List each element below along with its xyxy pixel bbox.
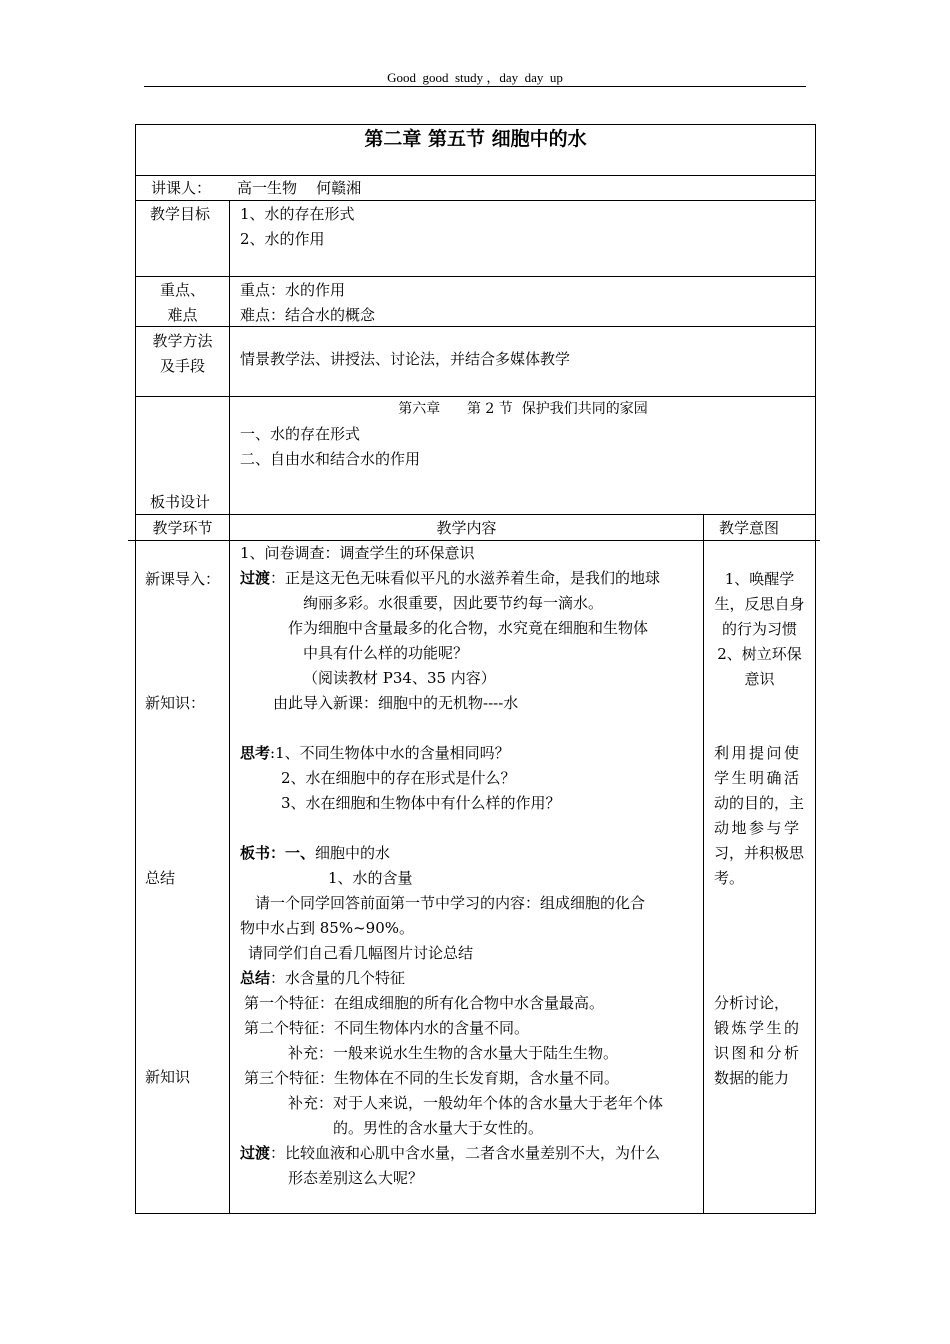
content-line: 形态差别这么大呢？ [288, 1169, 424, 1187]
content-line [240, 566, 660, 591]
content-text: :1、不同生物体中水的含量相同吗？ [270, 744, 510, 762]
board-label: 板书设计 [150, 493, 211, 511]
content-line: 1、水的含量 [328, 869, 413, 887]
content-line: 作为细胞中含量最多的化合物，水究竟在细胞和生物体 [288, 619, 649, 637]
page-title: 第二章 第五节 细胞中的水 [364, 128, 587, 150]
stage-label: 新课导入： [145, 570, 221, 588]
content-line: 的。男性的含水量大于女性的。 [333, 1119, 544, 1137]
intent-line: 2、树立环保 [717, 645, 802, 663]
methods-label: 教学方法 [152, 332, 213, 350]
content-line: 补充：一般来说水生生物的含水量大于陆生生物。 [288, 1044, 619, 1062]
keypoints-label: 重点、 [159, 281, 205, 299]
content-line [240, 741, 510, 766]
intent-line: 锻炼学生的 [714, 1019, 802, 1037]
stage-label: 新知识 [145, 1068, 191, 1086]
content-line [240, 841, 390, 866]
content-keyword: 过渡 [240, 569, 271, 587]
objective-item: 1、水的存在形式 [240, 205, 355, 223]
intent-line: 利用提问使 [714, 744, 802, 762]
intent-line: 分析讨论， [714, 994, 790, 1012]
intent-line: 动地参与学 [714, 819, 802, 837]
intent-line: 数据的能力 [714, 1069, 790, 1087]
content-line: 2、水在细胞中的存在形式是什么？ [281, 769, 516, 787]
objectives-label: 教学目标 [150, 205, 211, 223]
content-keyword: 思考 [240, 744, 271, 762]
difficult-point: 难点：结合水的概念 [240, 306, 376, 324]
content-line: 请同学们自己看几幅图片讨论总结 [248, 944, 474, 962]
board-heading: 第六章 第 2 节 保护我们共同的家园 [398, 401, 648, 417]
page-header: Good good study ，day day up [387, 70, 563, 85]
content-line [240, 966, 405, 991]
key-point: 重点：水的作用 [240, 281, 346, 299]
intent-line: 的行为习惯 [721, 620, 797, 638]
methods-label: 及手段 [159, 357, 205, 375]
lecturer-label: 讲课人： [151, 179, 212, 197]
row-rule [135, 326, 816, 327]
content-line: 中具有什么样的功能呢？ [303, 644, 469, 662]
column-header: 教学环节 [152, 519, 213, 537]
content-text: 细胞中的水 [315, 844, 391, 862]
content-text: ：正是这无色无味看似平凡的水滋养着生命，是我们的地球 [270, 569, 661, 587]
content-line: 第三个特征：生物体在不同的生长发育期，含水量不同。 [244, 1069, 620, 1087]
content-keyword: 总结 [240, 969, 271, 987]
intent-line: 意识 [744, 670, 775, 688]
board-item: 二、自由水和结合水的作用 [240, 450, 421, 468]
col-rule [229, 200, 230, 1214]
lecturer-value: 高一生物 何赣湘 [237, 179, 362, 197]
stage-label: 总结 [145, 869, 176, 887]
content-line: 第二个特征：不同生物体内水的含量不同。 [244, 1019, 530, 1037]
intent-line: 识图和分析 [714, 1044, 802, 1062]
board-item: 一、水的存在形式 [240, 425, 361, 443]
intent-line: 考。 [714, 869, 745, 887]
content-line: 物中水占到 85%~90%。 [240, 919, 415, 937]
objective-item: 2、水的作用 [240, 230, 325, 248]
content-line: 绚丽多彩。水很重要，因此要节约每一滴水。 [303, 594, 604, 612]
content-line: 第一个特征：在组成细胞的所有化合物中水含量最高。 [244, 994, 605, 1012]
intent-line: 习，并积极思 [714, 844, 805, 862]
content-line: 补充：对于人来说，一般幼年个体的含水量大于老年个体 [288, 1094, 664, 1112]
content-text: ：水含量的几个特征 [270, 969, 406, 987]
intent-line: 生，反思自身 [714, 595, 805, 613]
content-line: 由此导入新课：细胞中的无机物----水 [273, 694, 519, 712]
keypoints-label: 难点 [167, 306, 198, 324]
row-rule [135, 514, 816, 515]
content-line: 3、水在细胞和生物体中有什么样的作用？ [281, 794, 561, 812]
content-line: （阅读教材 P34、35 内容） [303, 669, 496, 687]
row-rule [135, 276, 816, 277]
header-rule [144, 86, 806, 87]
content-line: 请一个同学回答前面第一节中学习的内容：组成细胞的化合 [255, 894, 646, 912]
methods-value: 情景教学法、讲授法、讨论法，并结合多媒体教学 [240, 350, 571, 368]
column-header: 教学内容 [436, 519, 497, 537]
stage-label: 新知识： [145, 694, 206, 712]
content-line [240, 1141, 660, 1166]
intent-line: 动的目的，主 [714, 794, 805, 812]
content-keyword: 板书：一、 [240, 844, 316, 862]
column-header: 教学意图 [718, 519, 779, 537]
content-keyword: 过渡 [240, 1144, 271, 1162]
intent-line: 学生明确活 [714, 769, 802, 787]
content-line: 1、问卷调查：调查学生的环保意识 [240, 544, 475, 562]
intent-line: 1、唤醒学 [724, 570, 795, 588]
content-text: ：比较血液和心肌中含水量，二者含水量差别不大，为什么 [270, 1144, 661, 1162]
